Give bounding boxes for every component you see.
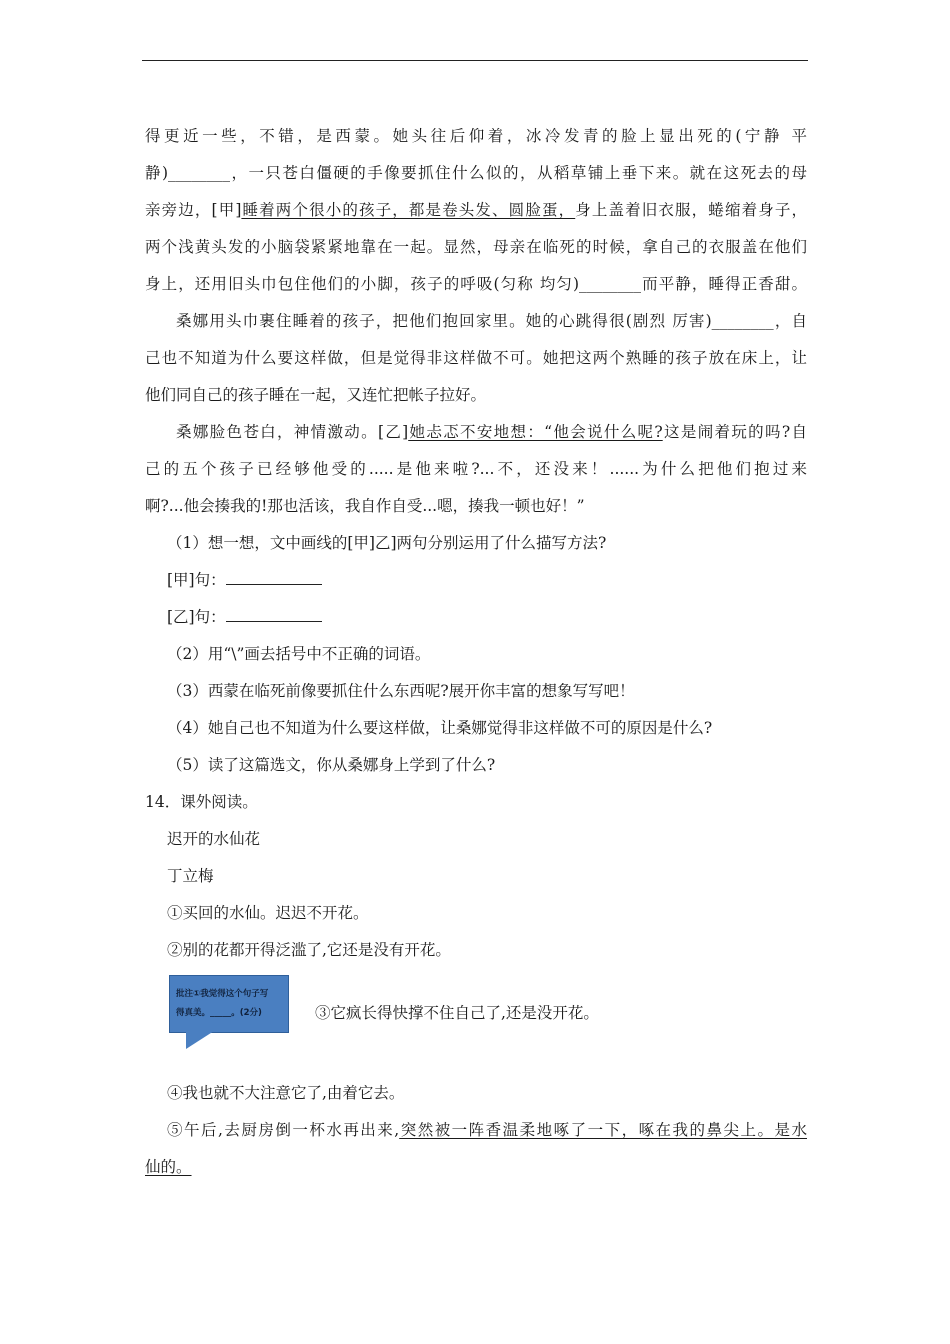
passage-line: 静)________，一只苍白僵硬的手像要抓住什么似的，从稻草铺上垂下来。就在这死去的母: [145, 164, 807, 182]
answer-blank[interactable]: [226, 605, 322, 622]
question-1: （1）想一想，文中画线的[甲]乙]两句分别运用了什么描写方法?: [167, 534, 607, 552]
question-2: （2）用“\”画去括号中不正确的词语。: [167, 645, 431, 663]
underlined-sentence-5-end: 仙的。: [145, 1158, 192, 1176]
underlined-sentence-yi: 她忐忑不安地想：“他会说什么呢?: [408, 423, 663, 441]
callout-tail: [186, 1031, 214, 1049]
question-14-heading: 14．课外阅读。: [145, 793, 258, 811]
underlined-sentence-5: 突然被一阵香温柔地啄了一下，啄在我的鼻尖上。是水: [399, 1121, 807, 1139]
question-3: （3）西蒙在临死前像要抓住什么东西呢?展开你丰富的想象写写吧！: [167, 682, 635, 700]
passage-line: 啊?...他会揍我的!那也活该，我自作自受...嗯，揍我一顿也好！”: [145, 497, 585, 515]
reading-sentence-2: ②别的花都开得泛滥了,它还是没有开花。: [167, 941, 451, 959]
passage-line: 两个浅黄头发的小脑袋紧紧地靠在一起。显然，母亲在临死的时候，拿自己的衣服盖在他们: [145, 238, 807, 256]
question-5: （5）读了这篇选文，你从桑娜身上学到了什么?: [167, 756, 496, 774]
answer-line-yi: [乙]句：: [145, 599, 807, 636]
passage-line: 亲旁边，[甲]睡着两个很小的孩子，都是卷头发、圆脸蛋，身上盖着旧衣服，蜷缩着身子，: [145, 201, 807, 219]
passage-line: 身上，还用旧头巾包住他们的小脚，孩子的呼吸(匀称 均匀)________而平静，睡得正香甜。: [145, 275, 807, 293]
reading-sentence-5: ⑤午后,去厨房倒一杯水再出来,突然被一阵香温柔地啄了一下，啄在我的鼻尖上。是水: [167, 1121, 807, 1139]
reading-title: 迟开的水仙花: [167, 830, 261, 848]
passage-line: 己的五个孩子已经够他受的.....是他来啦?...不，还没来！......为什么把他们抱过来: [145, 460, 807, 478]
passage-line: 桑娜用头巾裹住睡着的孩子，把他们抱回家里。她的心跳得很(剧烈 厉害)________，自: [176, 312, 807, 330]
passage-line: 他们同自己的孩子睡在一起，又连忙把帐子拉好。: [145, 386, 487, 404]
passage-line: 桑娜脸色苍白，神情激动。[乙]她忐忑不安地想：“他会说什么呢?这是闹着玩的吗?自: [176, 423, 807, 441]
answer-blank[interactable]: [226, 568, 322, 585]
reading-sentence-5-cont: [145, 1149, 807, 1186]
answer-line-jia: [甲]句：: [145, 562, 807, 599]
annotation-row: [145, 969, 807, 1075]
question-4: （4）她自己也不知道为什么要这样做，让桑娜觉得非这样做不可的原因是什么?: [167, 719, 713, 737]
reading-sentence-4: ④我也就不大注意它了,由着它去。: [167, 1084, 405, 1102]
annotation-callout: [169, 975, 289, 1033]
reading-sentence-1: ①买回的水仙。迟迟不开花。: [167, 904, 369, 922]
reading-sentence-3: ③它疯长得快撑不住自己了,还是没开花。: [315, 1004, 599, 1022]
callout-text-line: 得真美。_____。(2分): [176, 1008, 262, 1018]
callout-text-line: 批注①我觉得这个句子写: [176, 989, 269, 999]
document-body: [145, 118, 807, 1186]
reading-author: 丁立梅: [167, 867, 214, 885]
passage-line: 己也不知道为什么要这样做，但是觉得非这样做不可。她把这两个熟睡的孩子放在床上，让: [145, 349, 807, 367]
underlined-sentence-jia: 睡着两个很小的孩子，都是卷头发、圆脸蛋，: [241, 201, 576, 219]
header-rule: [142, 60, 808, 61]
passage-line: 得更近一些，不错，是西蒙。她头往后仰着，冰冷发青的脸上显出死的(宁静 平: [145, 127, 807, 145]
